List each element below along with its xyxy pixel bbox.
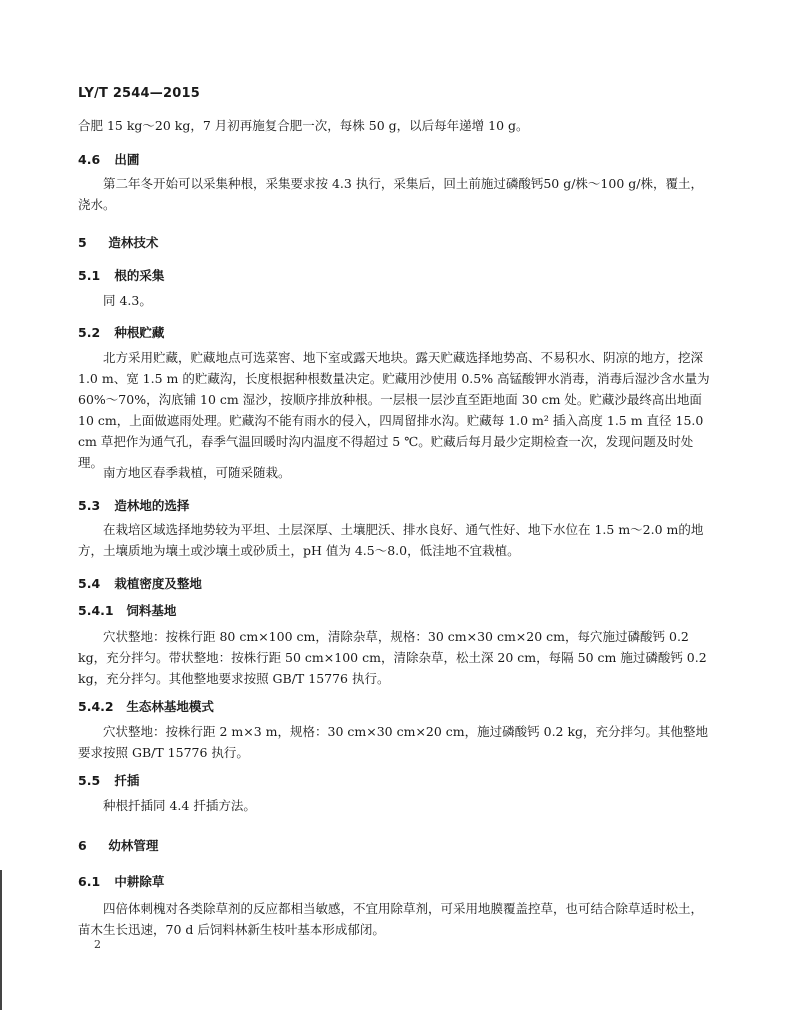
heading-5-4-1	[78, 601, 176, 619]
heading-number: 5.4.2	[78, 699, 114, 714]
heading-number: 6	[78, 838, 87, 853]
heading-5-1	[78, 266, 164, 284]
heading-title: 栽植密度及整地	[114, 576, 202, 591]
heading-number: 5.4.1	[78, 603, 114, 618]
page-number: 2	[94, 938, 101, 951]
heading-title: 造林地的选择	[114, 498, 190, 513]
paragraph-6-1: 四倍体刺槐对各类除草剂的反应都相当敏感，不宜用除草剂，可采用地膜覆盖控草，也可结合除草适时松土，苗木生长迅速，70 d 后饲料林新生枝叶基本形成郁闭。	[78, 901, 704, 937]
heading-5-2	[78, 323, 164, 341]
heading-number: 5.4	[78, 576, 101, 591]
scan-edge-line	[0, 870, 2, 1010]
heading-5-5	[78, 771, 139, 789]
heading-title: 中耕除草	[114, 874, 165, 889]
heading-5-3	[78, 496, 189, 514]
paragraph-fertilizer-continuation: 合肥 15 kg～20 kg，7 月初再施复合肥一次，每株 50 g，以后每年递增 10 g。	[78, 118, 529, 133]
heading-number: 5	[78, 235, 87, 250]
heading-6	[78, 836, 158, 854]
heading-number: 6.1	[78, 874, 101, 889]
paragraph-5-2-storage: 北方采用贮藏，贮藏地点可选菜窖、地下室或露天地块。露天贮藏选择地势高、不易积水、阴凉的地方，挖深 1.0 m、宽 1.5 m 的贮藏沟，长度根据种根数量决定。贮藏用沙使用 0.5% 高锰酸钾水消毒，消毒后湿沙含水量为 60%～70%，沟底铺 10 cm 湿沙，按顺序排放种根。一层根一层沙直至距地面 30 cm 处。贮藏沙最终高出地面 10 cm，上面做遮雨处理。贮藏沟不能有雨水的侵入，四周留排水沟。贮藏每 1.0 m² 插入高度 1.5 m 直径 15.0 cm 草把作为通气孔，春季气温回暖时沟内温度不得超过 5 ℃。贮藏后每月最少定期检查一次，发现问题及时处理。	[78, 350, 710, 470]
paragraph-4-6: 第二年冬开始可以采集种根，采集要求按 4.3 执行，采集后，回土前施过磷酸钙50 g/株～100 g/株，覆土，浇水。	[78, 176, 703, 212]
heading-6-1	[78, 872, 164, 890]
paragraph-5-5: 种根扦插同 4.4 扦插方法。	[103, 798, 256, 813]
paragraph-5-4-1: 穴状整地：按株行距 80 cm×100 cm，清除杂草，规格：30 cm×30 cm×20 cm，每穴施过磷酸钙 0.2 kg，充分拌匀。带状整地：按株行距 50 cm×100 cm，清除杂草，松土深 20 cm，每隔 50 cm 施过磷酸钙 0.2 kg，充分拌匀。其他整地要求按照 GB/T 15776 执行。	[78, 629, 707, 686]
heading-title: 根的采集	[114, 268, 165, 283]
heading-number: 5.2	[78, 325, 101, 340]
standard-code: LY/T 2544—2015	[78, 86, 200, 101]
paragraph-5-2-south: 南方地区春季栽植，可随采随栽。	[103, 465, 291, 480]
heading-title: 生态林基地模式	[126, 699, 214, 714]
heading-5-4	[78, 574, 202, 592]
paragraph-5-1: 同 4.3。	[103, 293, 152, 308]
heading-title: 幼林管理	[108, 838, 159, 853]
paragraph-5-3: 在栽培区域选择地势较为平坦、土层深厚、土壤肥沃、排水良好、通气性好、地下水位在 1.5 m～2.0 m的地方，土壤质地为壤土或沙壤土或砂质土，pH 值为 4.5～8.0，低洼地不宜栽植。	[78, 522, 704, 558]
heading-number: 4.6	[78, 152, 101, 167]
heading-title: 造林技术	[108, 235, 159, 250]
heading-number: 5.1	[78, 268, 101, 283]
heading-number: 5.5	[78, 773, 101, 788]
heading-title: 饲料基地	[126, 603, 177, 618]
paragraph-5-4-2: 穴状整地：按株行距 2 m×3 m，规格：30 cm×30 cm×20 cm，施过磷酸钙 0.2 kg，充分拌匀。其他整地要求按照 GB/T 15776 执行。	[78, 724, 709, 760]
heading-4-6	[78, 150, 139, 168]
heading-title: 出圃	[114, 152, 140, 167]
heading-title: 种根贮藏	[114, 325, 165, 340]
heading-title: 扦插	[114, 773, 140, 788]
heading-5-4-2	[78, 697, 214, 715]
heading-number: 5.3	[78, 498, 101, 513]
heading-5	[78, 233, 158, 251]
